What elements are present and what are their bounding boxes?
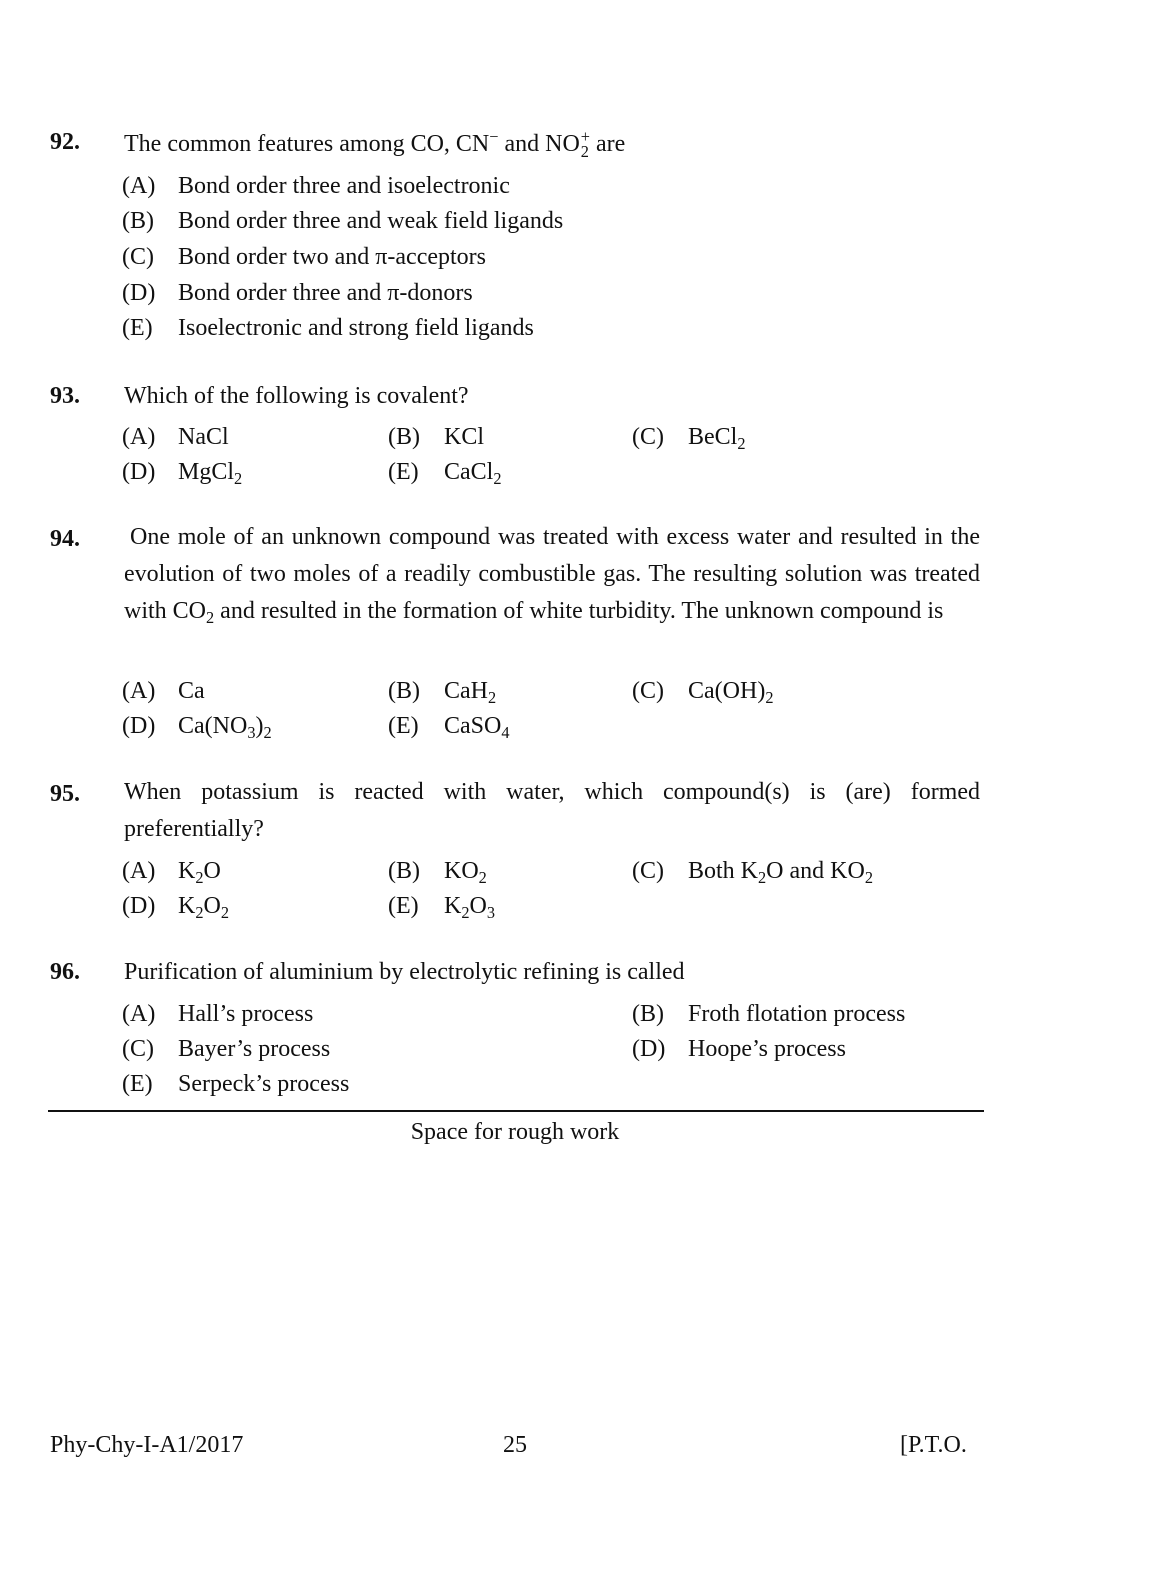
formula: CaH xyxy=(444,678,488,704)
subscript: 2 xyxy=(493,469,502,489)
option-label: (E) xyxy=(122,1071,153,1097)
option-text: KCl xyxy=(444,424,485,450)
formula: ) xyxy=(255,713,264,739)
formula: K xyxy=(178,858,196,884)
option-text: Hall’s process xyxy=(178,1001,314,1027)
formula: K xyxy=(444,893,462,919)
formula: O xyxy=(203,858,221,884)
option-label: (D) xyxy=(122,893,156,919)
option-label: (B) xyxy=(388,678,420,704)
pto-label: [P.T.O. xyxy=(900,1432,967,1458)
page-number: 25 xyxy=(503,1432,527,1458)
option-a[interactable] xyxy=(122,425,229,449)
subscript: 2 xyxy=(758,868,767,888)
subscript: 2 xyxy=(580,141,589,161)
option-a[interactable] xyxy=(122,858,221,888)
option-text: Hoope’s process xyxy=(688,1036,846,1062)
question-stem: When potassium is reacted with water, which compound(s) is (are) formed preferentially? xyxy=(124,779,980,842)
option-label: (B) xyxy=(122,208,154,234)
option-label: (D) xyxy=(122,280,156,306)
question-stem: Which of the following is covalent? xyxy=(124,383,469,409)
formula: MgCl xyxy=(178,459,235,485)
option-e[interactable] xyxy=(122,316,534,340)
option-label: (A) xyxy=(122,424,156,450)
option-label: (D) xyxy=(122,713,156,739)
stem-text: One mole of an unknown compound was treated with excess water and resulted in the evolution of two moles of a readily combustible gas. The resulting solution was treated with CO xyxy=(124,524,980,624)
option-b[interactable] xyxy=(388,425,484,449)
option-c[interactable] xyxy=(632,424,746,454)
formula: Ca(NO xyxy=(178,713,248,739)
option-label: (E) xyxy=(388,459,419,485)
option-label: (E) xyxy=(388,713,419,739)
option-b[interactable] xyxy=(388,678,497,708)
subscript: 2 xyxy=(220,903,229,923)
option-label: (D) xyxy=(122,459,156,485)
option-e[interactable] xyxy=(388,713,510,743)
formula: Ca(OH) xyxy=(688,678,766,704)
stem-text: are xyxy=(589,130,626,157)
subscript: 2 xyxy=(478,868,487,888)
formula: KO xyxy=(444,858,479,884)
option-a[interactable] xyxy=(122,1002,313,1026)
question-number: 94. xyxy=(50,526,80,552)
option-text: Ca xyxy=(178,678,205,704)
subscript: 4 xyxy=(501,723,510,743)
option-text: Bayer’s process xyxy=(178,1036,331,1062)
question-stem xyxy=(124,519,980,630)
stem-text: The common features among CO, CN xyxy=(124,130,490,157)
option-label: (B) xyxy=(388,858,420,884)
option-c[interactable] xyxy=(122,1037,330,1061)
formula: O xyxy=(469,893,487,919)
question-number: 96. xyxy=(50,959,80,985)
divider xyxy=(48,1110,984,1112)
option-c[interactable] xyxy=(632,678,774,708)
formula-scripts xyxy=(580,127,590,161)
option-text: Isoelectronic and strong field ligands xyxy=(178,315,534,341)
stem-text: and xyxy=(498,130,546,157)
option-label: (C) xyxy=(632,424,664,450)
subscript: 2 xyxy=(765,688,774,708)
formula: K xyxy=(178,893,196,919)
option-label: (E) xyxy=(122,315,153,341)
subscript: 2 xyxy=(864,868,873,888)
option-label: (A) xyxy=(122,858,156,884)
option-text: Bond order three and weak field ligands xyxy=(178,208,564,234)
option-text: Bond order three and π-donors xyxy=(178,280,473,306)
option-d[interactable] xyxy=(122,459,243,489)
option-text: Bond order two and π-acceptors xyxy=(178,244,487,270)
stem-text: and resulted in the formation of white turbidity. The unknown compound is xyxy=(214,598,944,624)
rough-work-label: Space for rough work xyxy=(410,1119,620,1145)
option-text: NaCl xyxy=(178,424,229,450)
option-c[interactable] xyxy=(122,245,486,269)
subscript: 2 xyxy=(461,903,470,923)
charge: − xyxy=(489,126,499,146)
subscript: 2 xyxy=(206,608,215,628)
paper-code: Phy-Chy-I-A1/2017 xyxy=(50,1432,244,1458)
superscript: + xyxy=(580,127,590,146)
option-e[interactable] xyxy=(388,893,495,923)
formula: BeCl xyxy=(688,424,738,450)
option-c[interactable] xyxy=(632,858,873,888)
formula: O and KO xyxy=(766,858,865,884)
option-label: (D) xyxy=(632,1036,666,1062)
option-e[interactable] xyxy=(388,459,502,489)
option-label: (B) xyxy=(388,424,420,450)
option-label: (A) xyxy=(122,1001,156,1027)
option-a[interactable] xyxy=(122,174,510,198)
subscript: 2 xyxy=(195,868,204,888)
option-e[interactable] xyxy=(122,1072,349,1096)
formula: O xyxy=(203,893,221,919)
subscript: 2 xyxy=(488,688,497,708)
formula: NO xyxy=(545,130,580,157)
subscript: 2 xyxy=(234,469,243,489)
option-b[interactable] xyxy=(388,858,487,888)
option-a[interactable] xyxy=(122,679,205,703)
option-label: (C) xyxy=(122,244,154,270)
question-number: 95. xyxy=(50,781,80,807)
option-label: (B) xyxy=(632,1001,664,1027)
option-label: (C) xyxy=(122,1036,154,1062)
formula: Both K xyxy=(688,858,759,884)
option-text: Bond order three and isoelectronic xyxy=(178,173,510,199)
question-stem xyxy=(124,126,626,161)
subscript: 3 xyxy=(486,903,495,923)
question-stem: Purification of aluminium by electrolytic refining is called xyxy=(124,959,685,985)
subscript: 2 xyxy=(737,434,746,454)
formula: CaSO xyxy=(444,713,502,739)
question-number: 92. xyxy=(50,129,80,155)
question-number: 93. xyxy=(50,383,80,409)
option-label: (C) xyxy=(632,858,664,884)
option-label: (A) xyxy=(122,678,156,704)
subscript: 2 xyxy=(195,903,204,923)
option-d[interactable] xyxy=(632,1037,846,1061)
formula: CaCl xyxy=(444,459,494,485)
option-text: Serpeck’s process xyxy=(178,1071,350,1097)
option-label: (C) xyxy=(632,678,664,704)
option-text: Froth flotation process xyxy=(688,1001,906,1027)
option-d[interactable] xyxy=(122,893,229,923)
option-b[interactable] xyxy=(632,1002,905,1026)
subscript: 2 xyxy=(263,723,272,743)
option-b[interactable] xyxy=(122,209,563,233)
option-label: (E) xyxy=(388,893,419,919)
option-d[interactable] xyxy=(122,281,473,305)
option-d[interactable] xyxy=(122,713,272,743)
subscript: 3 xyxy=(247,723,256,743)
option-label: (A) xyxy=(122,173,156,199)
